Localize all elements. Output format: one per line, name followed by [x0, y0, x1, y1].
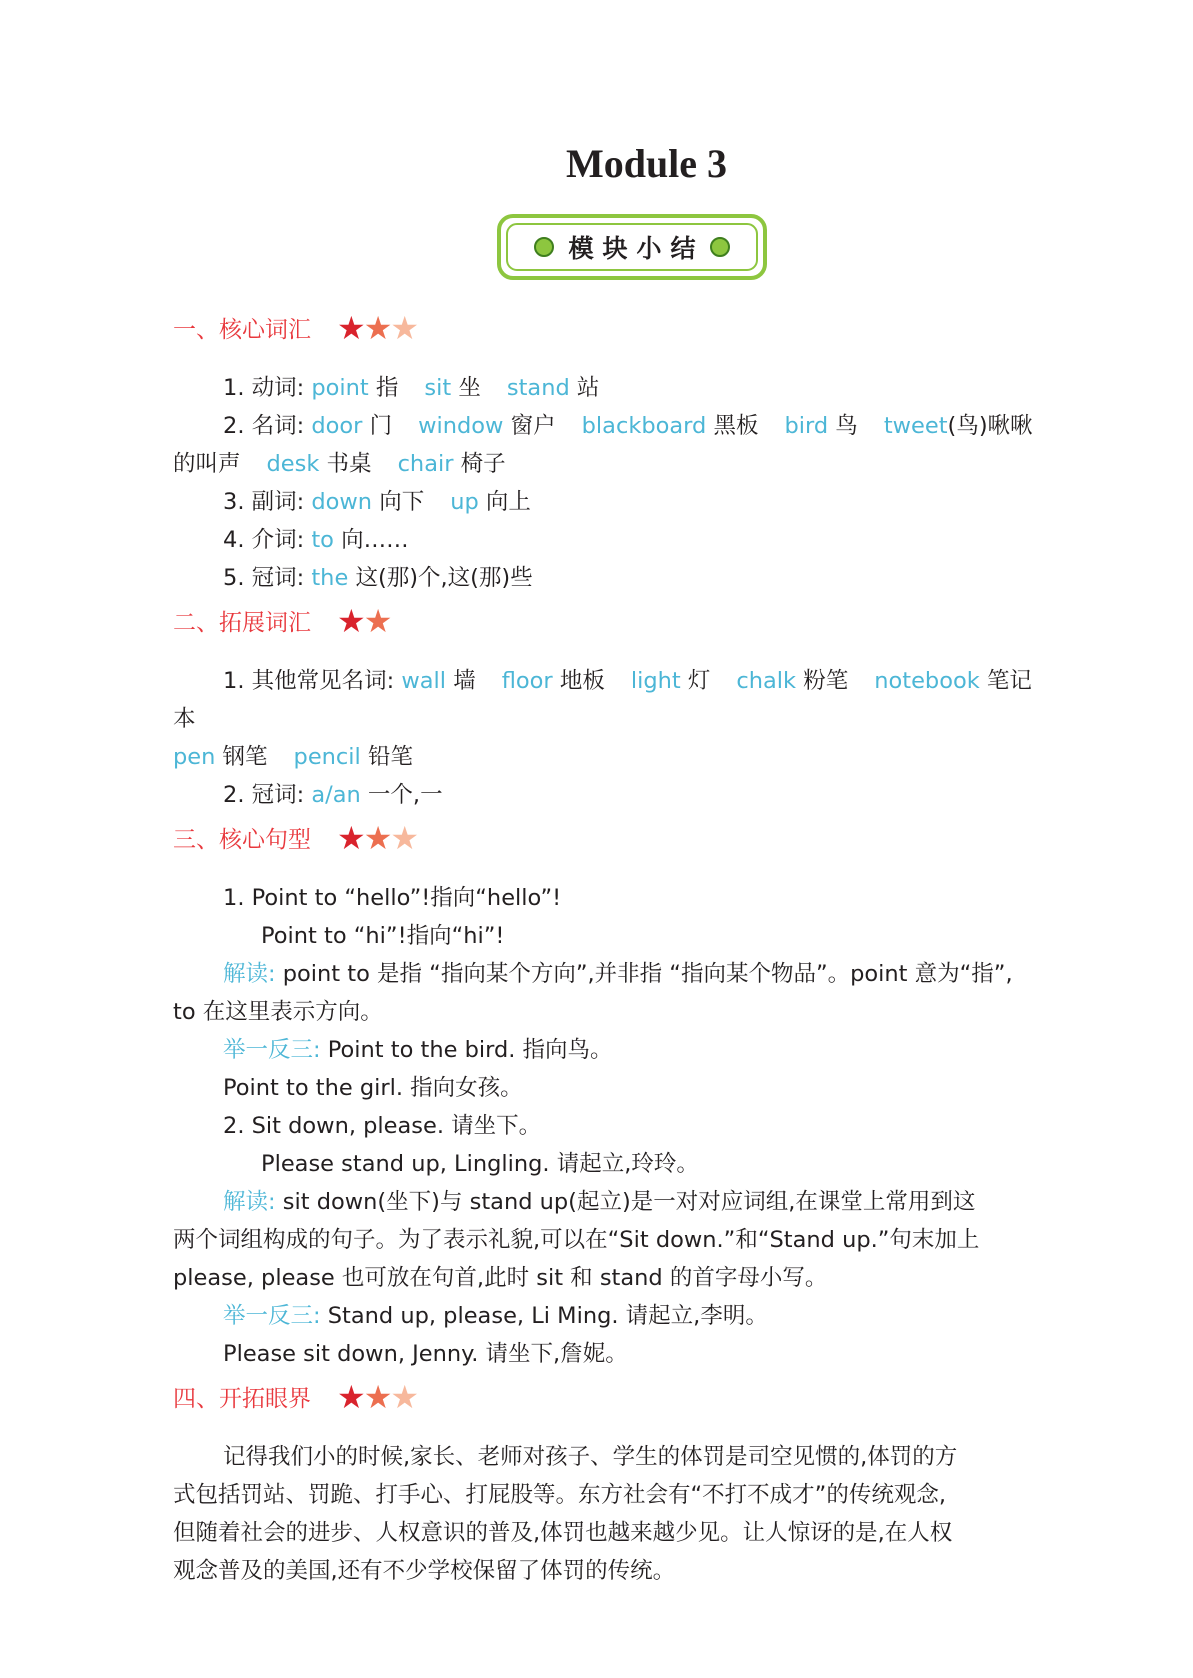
vocab-line-adverbs: 3. 副词: down 向下 up 向上	[223, 489, 531, 515]
ext-line-nouns-cont2: pen 钢笔 pencil 铅笔	[173, 744, 413, 770]
vocab-line-verbs: 1. 动词: point 指 sit 坐 stand 站	[223, 375, 600, 401]
horizon-paragraph-line: 记得我们小的时候,家长、老师对孩子、学生的体罚是司空见惯的,体罚的方	[223, 1444, 958, 1470]
badge-label: 模块小结	[568, 234, 705, 263]
star-icon: ★	[337, 818, 366, 857]
sentence-2: 2. Sit down, please. 请坐下。	[223, 1113, 542, 1139]
ext-line-nouns-cont: 本	[173, 706, 196, 732]
horizon-paragraph-line: 观念普及的美国,还有不少学校保留了体罚的传统。	[173, 1558, 676, 1584]
explanation-1-cont: to 在这里表示方向。	[173, 999, 383, 1025]
section-heading: 一、核心词汇	[173, 317, 311, 343]
star-icon: ★	[390, 818, 420, 857]
example-label: 举一反三:	[223, 1303, 321, 1329]
star-icon: ★	[337, 1377, 366, 1416]
ext-line-articles: 2. 冠词: a/an 一个,一	[223, 782, 443, 808]
explanation-2-cont: 两个词组构成的句子。为了表示礼貌,可以在“Sit down.”和“Stand up.”句末加上	[173, 1227, 980, 1253]
section-core-vocabulary	[173, 308, 420, 347]
example-2b: Please sit down, Jenny. 请坐下,詹妮。	[223, 1341, 628, 1367]
explanation-label: 解读:	[223, 961, 276, 987]
example-2: 举一反三: Stand up, please, Li Ming. 请起立,李明。	[223, 1303, 768, 1329]
sentence-2b: Please stand up, Lingling. 请起立,玲玲。	[261, 1151, 699, 1177]
explanation-2: 解读: sit down(坐下)与 stand up(起立)是一对对应词组,在课堂上常用到这	[223, 1189, 976, 1215]
example-label: 举一反三:	[223, 1037, 321, 1063]
sentence-1: 1. Point to “hello”!指向“hello”!	[223, 885, 562, 911]
vocab-line-articles: 5. 冠词: the 这(那)个,这(那)些	[223, 565, 533, 591]
difficulty-stars	[337, 308, 420, 347]
horizon-paragraph-line: 式包括罚站、罚跪、打手心、打屁股等。东方社会有“不打不成才”的传统观念,	[173, 1482, 946, 1508]
sentence-1b: Point to “hi”!指向“hi”!	[261, 923, 505, 949]
ext-line-nouns: 1. 其他常见名词: wall 墙 floor 地板 light 灯 chalk 粉笔 notebook 笔记	[223, 668, 1032, 694]
star-icon: ★	[337, 601, 366, 640]
star-icon: ★	[390, 308, 420, 347]
example-1b: Point to the girl. 指向女孩。	[223, 1075, 523, 1101]
section-core-sentences	[173, 818, 420, 857]
example-1: 举一反三: Point to the bird. 指向鸟。	[223, 1037, 613, 1063]
difficulty-stars	[337, 818, 420, 857]
section-heading: 二、拓展词汇	[173, 610, 311, 636]
star-icon: ★	[363, 308, 393, 347]
difficulty-stars	[337, 601, 393, 640]
section-heading: 三、核心句型	[173, 827, 311, 853]
section-heading: 四、开拓眼界	[173, 1386, 311, 1412]
section-extended-vocabulary	[173, 601, 393, 640]
star-icon: ★	[363, 818, 393, 857]
horizon-paragraph-line: 但随着社会的进步、人权意识的普及,体罚也越来越少见。让人惊讶的是,在人权	[173, 1520, 953, 1546]
explanation-2-cont2: please, please 也可放在句首,此时 sit 和 stand 的首字母小写。	[173, 1265, 828, 1291]
page-title: Module 3	[565, 141, 728, 186]
star-icon: ★	[363, 1377, 393, 1416]
vocab-line-nouns-cont: 的叫声 desk 书桌 chair 椅子	[173, 451, 506, 477]
green-dot-icon	[534, 237, 554, 257]
explanation-1: 解读: point to 是指 “指向某个方向”,并非指 “指向某个物品”。point 意为“指”,	[223, 961, 1013, 987]
vocab-line-prepositions: 4. 介词: to 向……	[223, 527, 409, 553]
vocab-line-nouns: 2. 名词: door 门 window 窗户 blackboard 黑板 bird 鸟 tweet(鸟)啾啾	[223, 413, 1033, 439]
star-icon: ★	[337, 308, 366, 347]
explanation-label: 解读:	[223, 1189, 276, 1215]
star-icon: ★	[390, 1377, 420, 1416]
section-broaden-horizons	[173, 1377, 420, 1416]
difficulty-stars	[337, 1377, 420, 1416]
star-icon: ★	[363, 601, 393, 640]
module-summary-badge	[497, 214, 767, 280]
green-dot-icon	[710, 237, 730, 257]
